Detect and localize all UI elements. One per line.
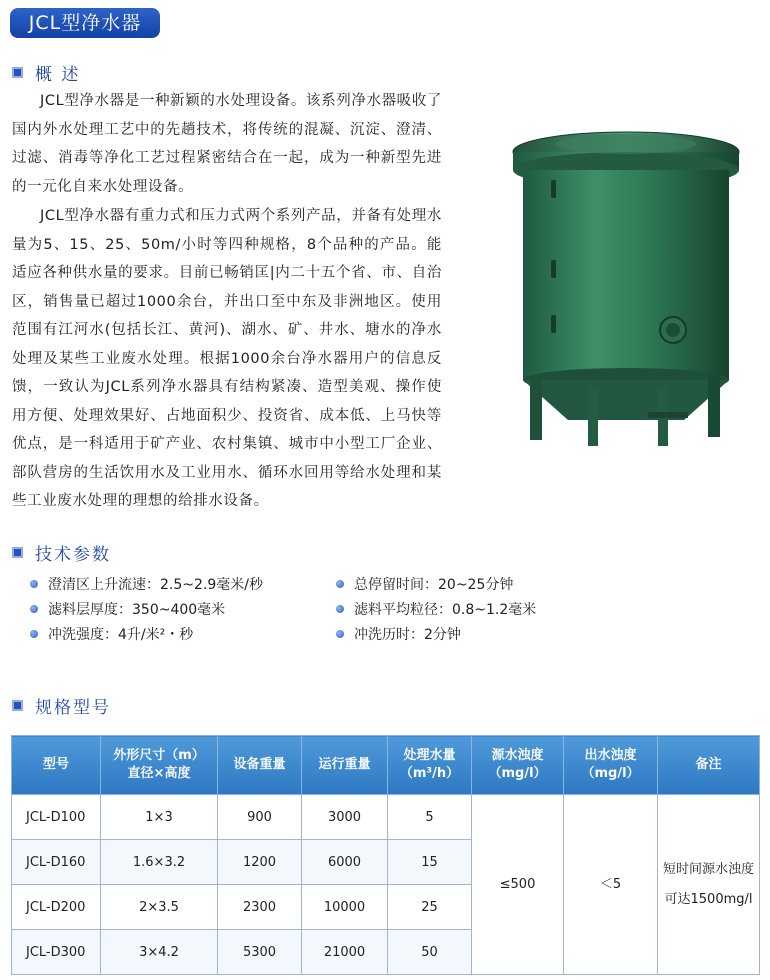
square-bullet-icon [12, 547, 23, 558]
cell-outlet-turbidity: ＜5 [564, 795, 658, 975]
overview-title: 概 述 [35, 64, 81, 85]
table-row [12, 795, 760, 840]
param-item: 冲洗强度：4升/米²・秒 [30, 624, 193, 644]
param-item: 总停留时间：20~25分钟 [336, 574, 513, 594]
cell-remarks: 短时间源水浊度 可达1500mg/l [658, 795, 760, 975]
col-header-remarks: 备注 [658, 736, 760, 795]
overview-heading [12, 60, 80, 84]
cell-capacity: 15 [388, 840, 472, 885]
col-header-model: 型号 [12, 736, 101, 795]
cell-operating-weight: 6000 [302, 840, 388, 885]
cell-capacity: 50 [388, 930, 472, 975]
water-purifier-image [508, 120, 748, 450]
tech-heading [12, 540, 111, 564]
cell-equipment-weight: 5300 [218, 930, 302, 975]
cell-model: JCL-D200 [12, 885, 101, 930]
purifier-tank-icon [508, 120, 748, 450]
cell-operating-weight: 10000 [302, 885, 388, 930]
square-bullet-icon [12, 700, 23, 711]
cell-capacity: 5 [388, 795, 472, 840]
param-item: 冲洗历时：2分钟 [336, 624, 461, 644]
dot-bullet-icon [30, 580, 38, 588]
col-header-capacity: 处理水量 （m³/h） [388, 736, 472, 795]
col-header-operating-weight: 运行重量 [302, 736, 388, 795]
param-item: 滤料平均粒径：0.8~1.2毫米 [336, 599, 536, 619]
dot-bullet-icon [336, 630, 344, 638]
tech-title: 技术参数 [35, 544, 111, 565]
cell-equipment-weight: 2300 [218, 885, 302, 930]
param-item: 澄清区上升流速：2.5~2.9毫米/秒 [30, 574, 263, 594]
overview-paragraph-1: JCL型净水器是一种新颖的水处理设备。该系列净水器吸收了国内外水处理工艺中的先趟技术，将传统的混凝、沉淀、澄清、过滤、消毒等净化工艺过程紧密结合在一起，成为一种新型先进的一元化自来水处理设备。 [12, 93, 442, 195]
cell-dimensions: 1.6×3.2 [101, 840, 218, 885]
param-item: 滤料层厚度：350~400毫米 [30, 599, 225, 619]
col-header-equipment-weight: 设备重量 [218, 736, 302, 795]
page-title: JCL型净水器 [10, 8, 160, 38]
col-header-outlet-turbidity: 出水浊度 （mg/l） [564, 736, 658, 795]
dot-bullet-icon [30, 630, 38, 638]
overview-paragraph-2: JCL型净水器有重力式和压力式两个系列产品，并备有处理水量为5、15、25、50m/小时等四种规格，8个品种的产品。能适应各种供水量的要求。目前已畅销匡|内二十五个省、市、自治区，销售量已超过1000余台，并出口至中东及非洲地区。使用范围有江河水(包括长江、黄河)、湖水、矿、井水、塘水的净水处理及某些工业废水处理。根据1000余台净水器用户的信息反馈，一致认为JCL系列净水器具有结构紧凑、造型美观、操作使用方便、处理效果好、占地面积少、投资省、成本低、上马快等优点，是一科适用于矿产业、农村集镇、城市中小型工厂企业、部队营房的生活饮用水及工业用水、循环水回用等给水处理和某些工业废水处理的理想的给排水设备。 [12, 208, 442, 509]
square-bullet-icon [12, 67, 23, 78]
table-header-row [12, 736, 760, 795]
cell-equipment-weight: 1200 [218, 840, 302, 885]
cell-model: JCL-D100 [12, 795, 101, 840]
dot-bullet-icon [30, 605, 38, 613]
cell-operating-weight: 3000 [302, 795, 388, 840]
dot-bullet-icon [336, 605, 344, 613]
dot-bullet-icon [336, 580, 344, 588]
cell-dimensions: 3×4.2 [101, 930, 218, 975]
cell-source-turbidity: ≤500 [472, 795, 564, 975]
cell-capacity: 25 [388, 885, 472, 930]
spec-title: 规格型号 [35, 697, 111, 718]
cell-model: JCL-D300 [12, 930, 101, 975]
cell-operating-weight: 21000 [302, 930, 388, 975]
spec-table [11, 735, 760, 975]
cell-dimensions: 1×3 [101, 795, 218, 840]
col-header-dimensions: 外形尺寸（m） 直径×高度 [101, 736, 218, 795]
spec-heading [12, 693, 111, 717]
cell-dimensions: 2×3.5 [101, 885, 218, 930]
cell-equipment-weight: 900 [218, 795, 302, 840]
cell-model: JCL-D160 [12, 840, 101, 885]
col-header-source-turbidity: 源水浊度 （mg/l） [472, 736, 564, 795]
